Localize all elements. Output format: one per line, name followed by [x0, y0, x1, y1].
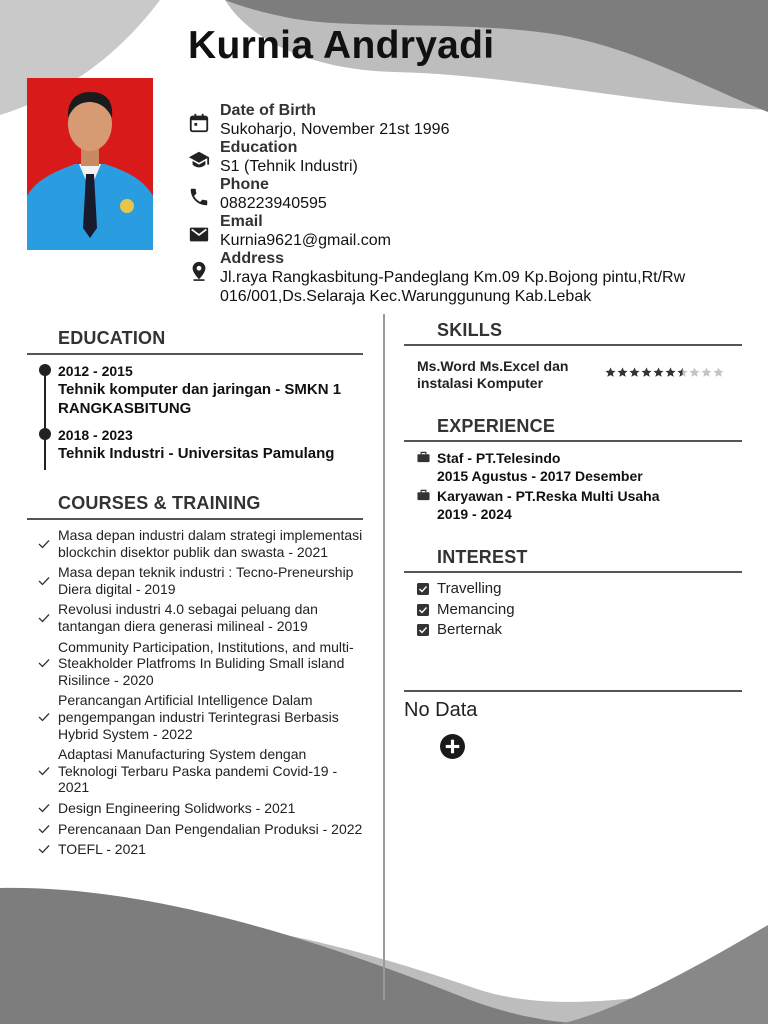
education-section-rule	[27, 353, 363, 355]
profile-name: Kurnia Andryadi	[188, 24, 495, 67]
extra-section-rule	[404, 690, 742, 692]
education-label: Education	[220, 139, 298, 156]
list-item	[417, 449, 747, 485]
check-icon	[38, 612, 50, 624]
info-education	[188, 139, 748, 176]
phone-label: Phone	[220, 176, 269, 193]
star-icon	[629, 367, 640, 378]
star-icon	[605, 367, 616, 378]
phone-value: 088223940595	[220, 195, 327, 212]
education-years: 2018 - 2023	[58, 427, 133, 443]
location-pin-icon	[188, 260, 210, 282]
phone-icon	[188, 186, 210, 208]
star-icon	[617, 367, 628, 378]
dob-label: Date of Birth	[220, 102, 316, 119]
course-text: TOEFL - 2021	[58, 841, 146, 858]
address-line-2: 016/001,Ds.Selaraja Kec.Warunggunung Kab.Lebak	[220, 288, 592, 305]
list-item	[38, 601, 368, 634]
check-icon	[38, 657, 50, 669]
timeline-dot	[39, 428, 51, 440]
list-item	[38, 527, 368, 560]
experience-title: Staf - PT.Telesindo	[437, 450, 561, 466]
check-icon	[38, 843, 50, 855]
list-item	[38, 639, 368, 689]
list-item	[38, 821, 368, 838]
education-section-title: EDUCATION	[58, 328, 166, 348]
course-text: Masa depan teknik industri : Tecno-Preneurship Diera digital - 2019	[58, 564, 354, 597]
list-item	[38, 746, 368, 796]
list-item	[38, 841, 368, 858]
profile-photo	[27, 78, 153, 250]
list-item	[417, 620, 515, 641]
education-value: S1 (Tehnik Industri)	[220, 158, 358, 175]
education-timeline	[44, 362, 364, 471]
skills-section-rule	[404, 344, 742, 346]
info-phone	[188, 176, 748, 213]
dob-value: Sukoharjo, November 21st 1996	[220, 121, 450, 138]
column-divider	[383, 314, 385, 1000]
education-item	[44, 362, 364, 418]
interest-text: Travelling	[437, 580, 502, 597]
education-desc: Tehnik komputer dan jaringan - SMKN 1 RANGKASBITUNG	[58, 381, 342, 417]
course-text: Adaptasi Manufacturing System dengan Teknologi Terbaru Paska pandemi Covid-19 - 2021	[58, 746, 338, 796]
list-item	[417, 579, 515, 600]
course-text: Community Participation, Institutions, and multi-Steakholder Platfroms In Buliding Small island Risilince - 2020	[58, 638, 354, 688]
check-icon	[38, 538, 50, 550]
course-text: Design Engineering Solidworks - 2021	[58, 799, 296, 816]
interest-list	[417, 579, 515, 641]
interest-text: Memancing	[437, 600, 515, 618]
experience-list	[417, 449, 747, 525]
star-icon	[653, 367, 664, 378]
check-icon	[38, 765, 50, 777]
course-text: Masa depan industri dalam strategi implementasi blockchin disektor publik dan swasta - 2021	[58, 527, 363, 560]
course-text: Revolusi industri 4.0 sebagai peluang dan tantangan diera generasi milineal - 2019	[58, 601, 318, 634]
graduation-cap-icon	[188, 149, 210, 171]
education-item	[44, 426, 364, 463]
experience-section-rule	[404, 440, 742, 442]
education-years: 2012 - 2015	[58, 363, 133, 379]
briefcase-icon	[417, 451, 430, 463]
check-icon	[38, 823, 50, 835]
envelope-icon	[188, 223, 210, 245]
plus-circle-icon[interactable]	[440, 734, 465, 759]
info-dob	[188, 102, 748, 139]
skills-section-title: SKILLS	[437, 320, 503, 340]
star-icon	[677, 367, 688, 378]
experience-title: Karyawan - PT.Reska Multi Usaha	[437, 488, 660, 504]
checkbox-icon	[417, 583, 429, 595]
check-icon	[38, 575, 50, 587]
info-address	[188, 250, 748, 306]
list-item	[417, 600, 515, 621]
education-desc: Tehnik Industri - Universitas Pamulang	[58, 445, 335, 462]
interest-text: Berternak	[437, 621, 503, 638]
check-icon	[38, 802, 50, 814]
star-icon	[665, 367, 676, 378]
email-label: Email	[220, 213, 263, 230]
briefcase-icon	[417, 489, 430, 501]
star-icon	[713, 367, 724, 378]
courses-list	[38, 527, 368, 862]
course-text: Perancangan Artificial Intelligence Dalam pengempangan industri Terintegrasi Berbasis Hybrid System - 2022	[58, 692, 339, 742]
list-item	[38, 564, 368, 597]
skill-rating	[605, 367, 724, 378]
contact-info	[188, 102, 748, 306]
address-line-1: Jl.raya Rangkasbitung-Pandeglang Km.09 Kp.Bojong pintu,Rt/Rw	[220, 269, 686, 286]
checkbox-icon	[417, 604, 429, 616]
star-icon	[689, 367, 700, 378]
list-item	[417, 487, 747, 523]
course-text: Perencanaan Dan Pengendalian Produksi - 2022	[58, 820, 363, 837]
email-value: Kurnia9621@gmail.com	[220, 232, 391, 249]
check-icon	[38, 711, 50, 723]
experience-period: 2015 Agustus - 2017 Desember	[437, 468, 643, 484]
interest-section-rule	[404, 571, 742, 573]
empty-state-text: No Data	[404, 699, 478, 721]
courses-section-rule	[27, 518, 363, 520]
star-icon	[641, 367, 652, 378]
experience-period: 2019 - 2024	[437, 506, 512, 522]
list-item	[38, 800, 368, 817]
list-item	[38, 692, 368, 742]
address-label: Address	[220, 250, 285, 267]
info-email	[188, 213, 748, 250]
interest-section-title: INTEREST	[437, 547, 528, 567]
skill-name: Ms.Word Ms.Excel dan instalasi Komputer	[417, 358, 569, 391]
courses-section-title: COURSES & TRAINING	[58, 493, 261, 513]
star-icon	[701, 367, 712, 378]
calendar-icon	[188, 112, 210, 134]
experience-section-title: EXPERIENCE	[437, 416, 556, 436]
checkbox-icon	[417, 624, 429, 636]
timeline-dot	[39, 364, 51, 376]
